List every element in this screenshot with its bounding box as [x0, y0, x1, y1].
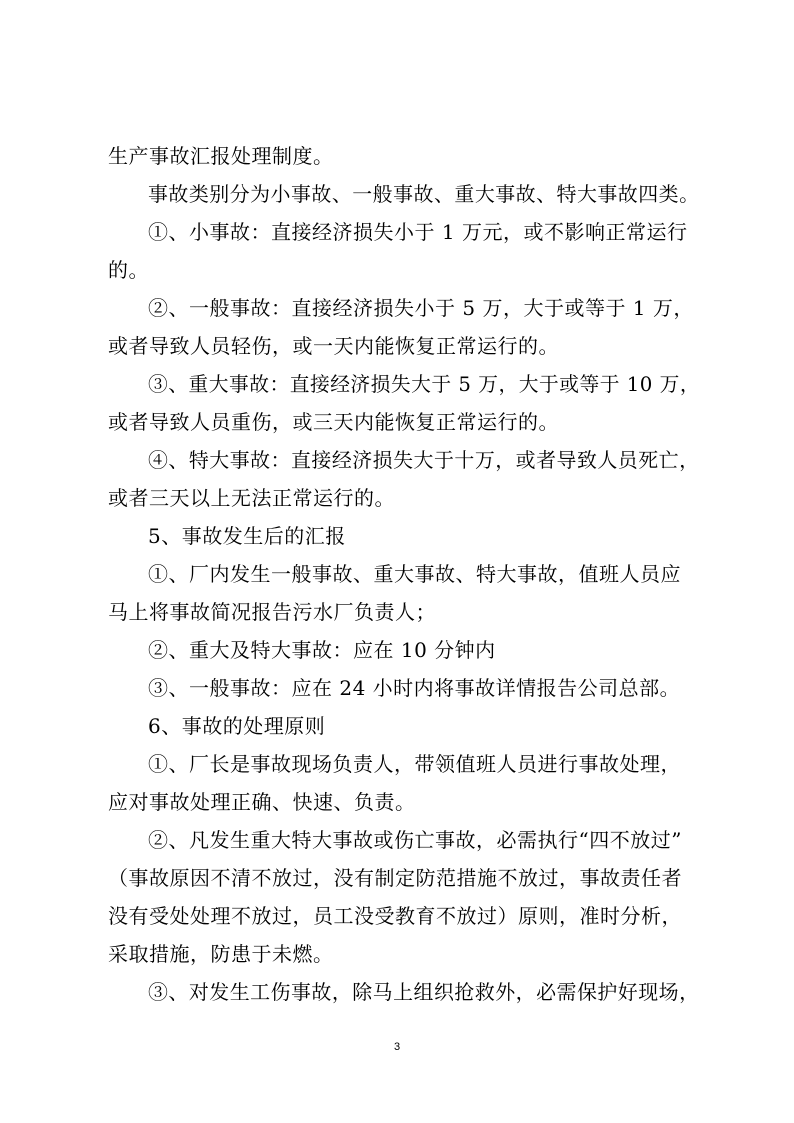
text-line: 采取措施，防患于未燃。 [108, 942, 334, 966]
text-line: 应对事故处理正确、快速、负责。 [108, 790, 416, 814]
text-line: ①、厂长是事故现场负责人，带领值班人员进行事故处理， [148, 752, 681, 776]
text-line: ③、一般事故：应在 24 小时内将事故详情报告公司总部。 [148, 676, 681, 700]
text-line: 或者导致人员轻伤，或一天内能恢复正常运行的。 [108, 334, 559, 358]
text-line: ②、凡发生重大特大事故或伤亡事故，必需执行“四不放过” [148, 828, 682, 852]
text-line: 的。 [108, 258, 149, 282]
text-line: ④、特大事故：直接经济损失大于十万，或者导致人员死亡， [148, 448, 700, 472]
text-line: ③、对发生工伤事故，除马上组织抢救外，必需保护好现场， [148, 980, 700, 1004]
text-line: ③、重大事故：直接经济损失大于 5 万，大于或等于 10 万， [148, 372, 701, 396]
text-line: 或者三天以上无法正常运行的。 [108, 486, 395, 510]
text-line: 或者导致人员重伤，或三天内能恢复正常运行的。 [108, 410, 559, 434]
section-heading: 6、事故的处理原则 [148, 714, 326, 738]
text-line: ①、厂内发生一般事故、重大事故、特大事故，值班人员应 [148, 562, 681, 586]
text-line: ②、一般事故：直接经济损失小于 5 万，大于或等于 1 万， [148, 296, 694, 320]
text-line: ②、重大及特大事故：应在 10 分钟内 [148, 638, 496, 662]
section-heading: 5、事故发生后的汇报 [148, 524, 346, 548]
text-line: （事故原因不清不放过，没有制定防范措施不放过，事故责任者 [108, 866, 682, 890]
text-line: ①、小事故：直接经济损失小于 1 万元，或不影响正常运行 [148, 220, 688, 244]
text-line: 事故类别分为小事故、一般事故、重大事故、特大事故四类。 [148, 182, 700, 206]
text-line: 生产事故汇报处理制度。 [108, 144, 334, 168]
text-line: 马上将事故简况报告污水厂负责人； [108, 600, 436, 624]
page-number: 3 [393, 1041, 401, 1053]
text-line: 没有受处处理不放过，员工没受教育不放过）原则，准时分析， [108, 904, 682, 928]
